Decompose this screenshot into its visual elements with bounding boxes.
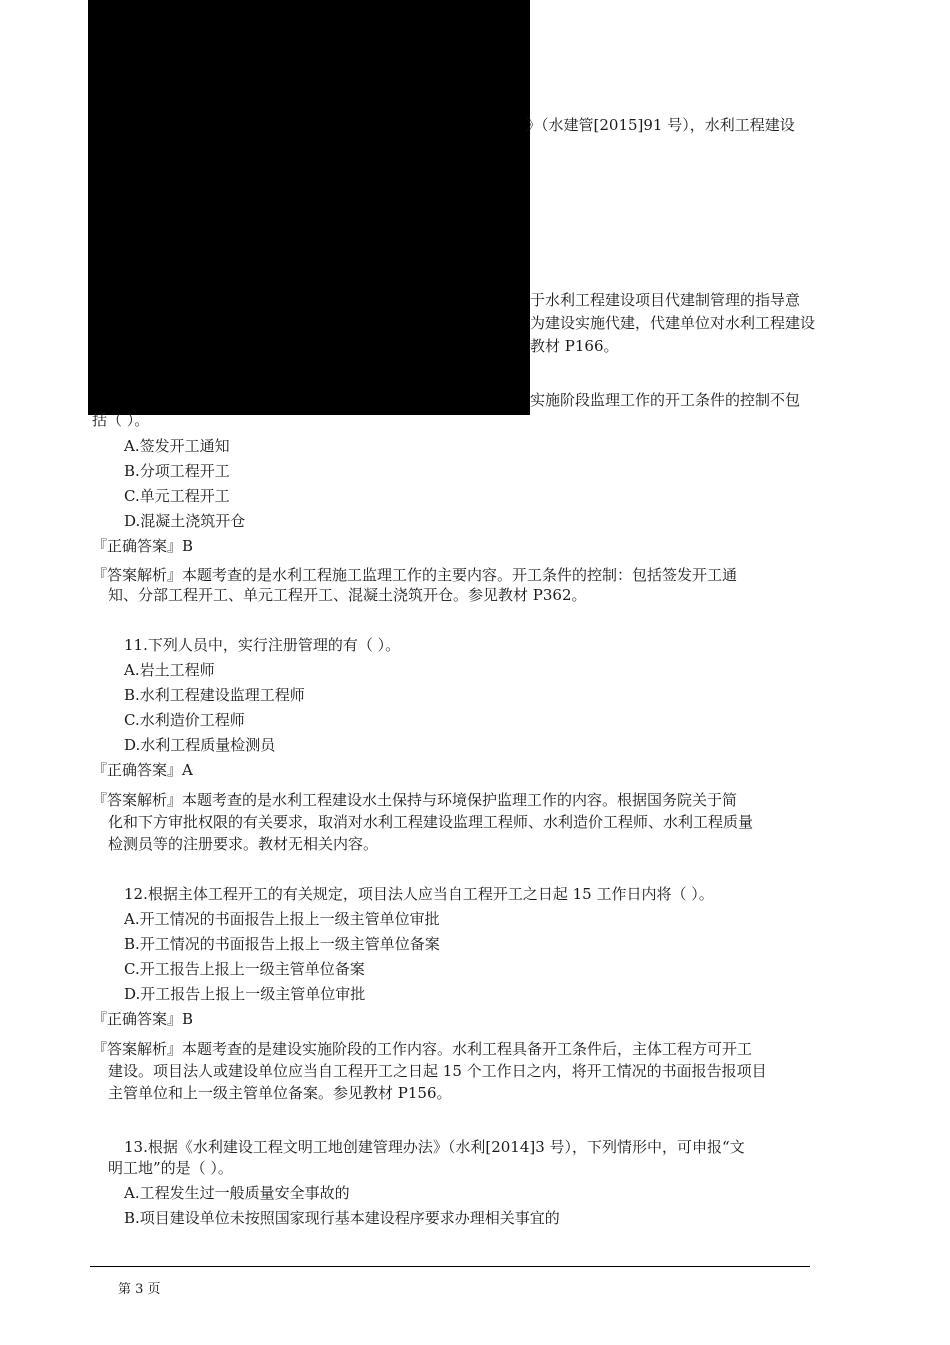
option-b: B.开工情况的书面报告上报上一级主管单位备案 bbox=[124, 935, 440, 953]
option-d: D.混凝土浇筑开仓 bbox=[124, 512, 246, 530]
option-d: D.水利工程质量检测员 bbox=[124, 736, 276, 754]
answer-analysis: 检测员等的注册要求。教材无相关内容。 bbox=[108, 835, 379, 853]
option-a: A.开工情况的书面报告上报上一级主管单位审批 bbox=[124, 910, 440, 928]
correct-answer: 『正确答案』B bbox=[92, 1010, 194, 1028]
fragment-line: 》（水建管[2015]91 号），水利工程建设 bbox=[526, 116, 795, 134]
answer-analysis: 建设。项目法人或建设单位应当自工程开工之日起 15 个工作日之内，将开工情况的书面报告报项目 bbox=[108, 1062, 767, 1080]
option-b: B.水利工程建设监理工程师 bbox=[124, 686, 305, 704]
correct-answer: 『正确答案』A bbox=[92, 761, 193, 779]
fragment-line: 实施阶段监理工作的开工条件的控制不包 bbox=[530, 391, 801, 409]
option-c: C.开工报告上报上一级主管单位备案 bbox=[124, 960, 365, 978]
question-13: 13.根据《水利建设工程文明工地创建管理办法》（水利[2014]3 号），下列情形中，可申报“文 bbox=[124, 1138, 745, 1156]
correct-answer: 『正确答案』B bbox=[92, 537, 194, 555]
redaction-block bbox=[88, 0, 530, 415]
option-b: B.分项工程开工 bbox=[124, 462, 230, 480]
option-c: C.单元工程开工 bbox=[124, 487, 230, 505]
question-12: 12.根据主体工程开工的有关规定，项目法人应当自工程开工之日起 15 工作日内将（ ）。 bbox=[124, 885, 714, 903]
option-d: D.开工报告上报上一级主管单位审批 bbox=[124, 985, 366, 1003]
answer-analysis: 『答案解析』本题考查的是建设实施阶段的工作内容。水利工程具备开工条件后，主体工程方可开工 bbox=[92, 1040, 753, 1058]
answer-analysis: 化和下方审批权限的有关要求，取消对水利工程建设监理工程师、水利造价工程师、水利工程质量 bbox=[108, 813, 754, 831]
option-a: A.签发开工通知 bbox=[124, 437, 230, 455]
answer-analysis: 『答案解析』本题考查的是水利工程施工监理工作的主要内容。开工条件的控制：包括签发开工通 bbox=[92, 566, 738, 584]
option-c: C.水利造价工程师 bbox=[124, 711, 245, 729]
answer-analysis: 知、分部工程开工、单元工程开工、混凝土浇筑开仓。参见教材 P362。 bbox=[108, 586, 587, 604]
page-number: 第 3 页 bbox=[118, 1282, 161, 1297]
question-13-cont: 明工地”的是（ ）。 bbox=[108, 1159, 233, 1177]
answer-analysis: 主管单位和上一级主管单位备案。参见教材 P156。 bbox=[108, 1084, 452, 1102]
option-b: B.项目建设单位未按照国家现行基本建设程序要求办理相关事宜的 bbox=[124, 1209, 560, 1227]
footer-divider bbox=[90, 1266, 810, 1267]
fragment-line: 教材 P166。 bbox=[530, 337, 619, 355]
fragment-line: 于水利工程建设项目代建制管理的指导意 bbox=[530, 291, 801, 309]
option-a: A.工程发生过一般质量安全事故的 bbox=[124, 1184, 350, 1202]
option-a: A.岩土工程师 bbox=[124, 661, 215, 679]
answer-analysis: 『答案解析』本题考查的是水利工程建设水土保持与环境保护监理工作的内容。根据国务院关于简 bbox=[92, 791, 738, 809]
question-11: 11.下列人员中，实行注册管理的有（ ）。 bbox=[124, 636, 401, 654]
fragment-line: 括（ ）。 bbox=[92, 411, 150, 429]
fragment-line: 为建设实施代建，代建单位对水利工程建设 bbox=[530, 314, 816, 332]
